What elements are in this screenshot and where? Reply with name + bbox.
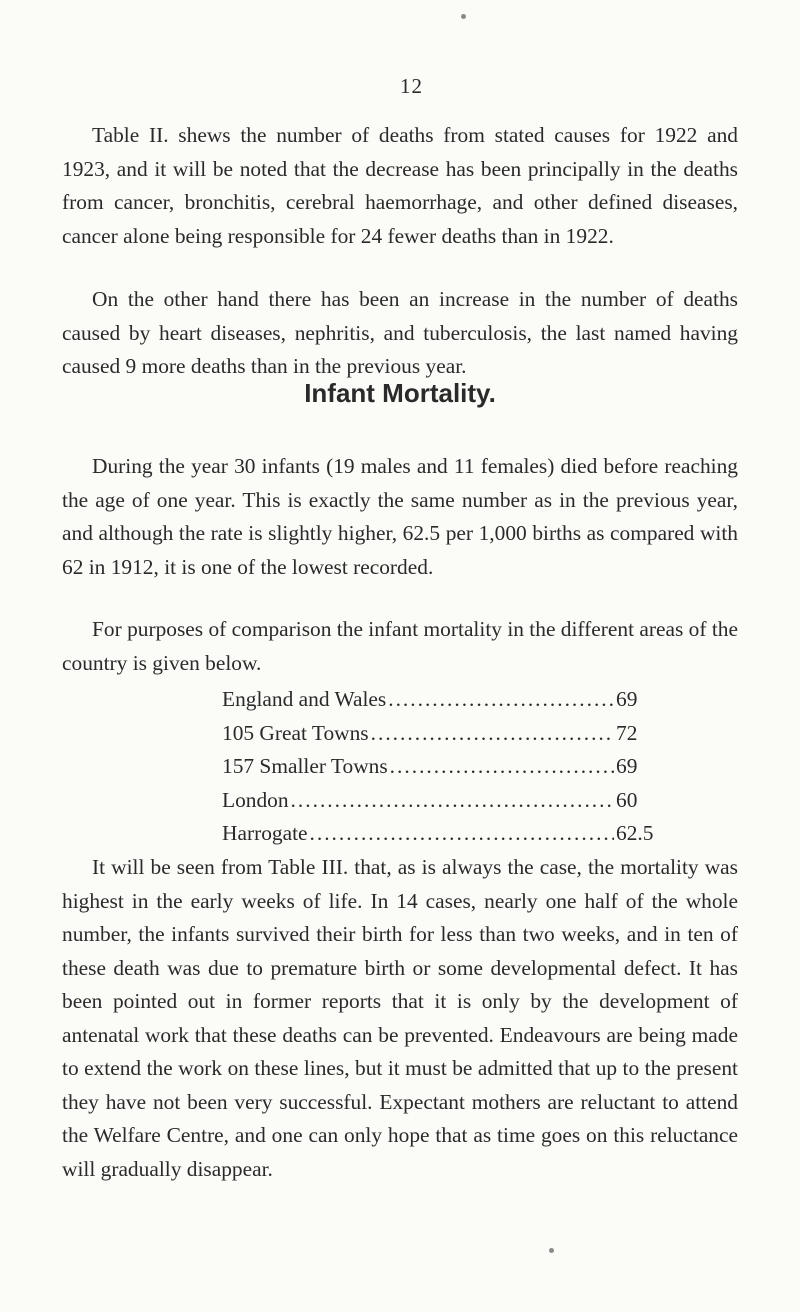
leader-dots — [388, 683, 614, 717]
paper-mark — [549, 1248, 554, 1253]
area-rate: 72 — [616, 720, 638, 745]
leader-dots — [390, 750, 614, 784]
area-rate: 60 — [616, 787, 638, 812]
section-heading: Infant Mortality. — [304, 378, 496, 408]
area-name: London — [222, 787, 289, 812]
comparison-row — [222, 750, 672, 784]
area-name: England and Wales — [222, 687, 387, 711]
paragraph-deaths-decrease: Table II. shews the number of deaths from stated causes for 1922 and 1923, and it will be noted that the decrease has been principally in the deaths from cancer, bronchitis, cerebral haemorrhage, and other defined diseases, cancer alone being responsible for 24 fewer deaths than in 1922. — [62, 123, 738, 248]
page-number: 12 — [400, 74, 423, 98]
area-rate: 69 — [616, 687, 638, 711]
area-rate: 62.5 — [616, 821, 654, 845]
leader-dots — [291, 784, 614, 818]
leader-dots — [371, 717, 614, 751]
area-name: Harrogate — [222, 821, 308, 845]
area-name: 157 Smaller Towns — [222, 754, 388, 778]
paragraph-infant-deaths: During the year 30 infants (19 males and 11 females) died before reaching the age of one year. This is exactly the same number as in the previous year, and although the rate is slightly higher, 62.5 per 1,000 births as compared with 62 in 1912, it is one of the lowest recorded. — [62, 454, 738, 579]
leader-dots — [310, 817, 614, 851]
paragraph-early-weeks: It will be seen from Table III. that, as is always the case, the mortality was highest in the early weeks of life. In 14 cases, nearly one half of the whole number, the infants survived their birth for less than two weeks, and in ten of these death was due to premature birth or some developmental defect. It has been pointed out in former reports that it is only by the development of antenatal work that these deaths can be prevented. Endeavours are being made to extend the work on these lines, but it must be admitted that up to the present they have not been very successful. Expectant mothers are reluctant to attend the Welfare Centre, and one can only hope that as time goes on this reluctance will gradually disappear. — [62, 855, 738, 1181]
comparison-row — [222, 784, 672, 818]
paragraph-comparison-intro: For purposes of comparison the infant mortality in the different areas of the country is given below. — [62, 617, 738, 675]
comparison-row — [222, 817, 672, 851]
comparison-list — [222, 683, 672, 851]
paper-mark — [461, 14, 466, 19]
area-name: 105 Great Towns — [222, 720, 369, 745]
comparison-row — [222, 683, 672, 717]
comparison-row — [222, 717, 672, 751]
paragraph-deaths-increase: On the other hand there has been an increase in the number of deaths caused by heart diseases, nephritis, and tuberculosis, the last named having caused 9 more deaths than in the previous year. — [62, 287, 738, 378]
area-rate: 69 — [616, 754, 638, 778]
